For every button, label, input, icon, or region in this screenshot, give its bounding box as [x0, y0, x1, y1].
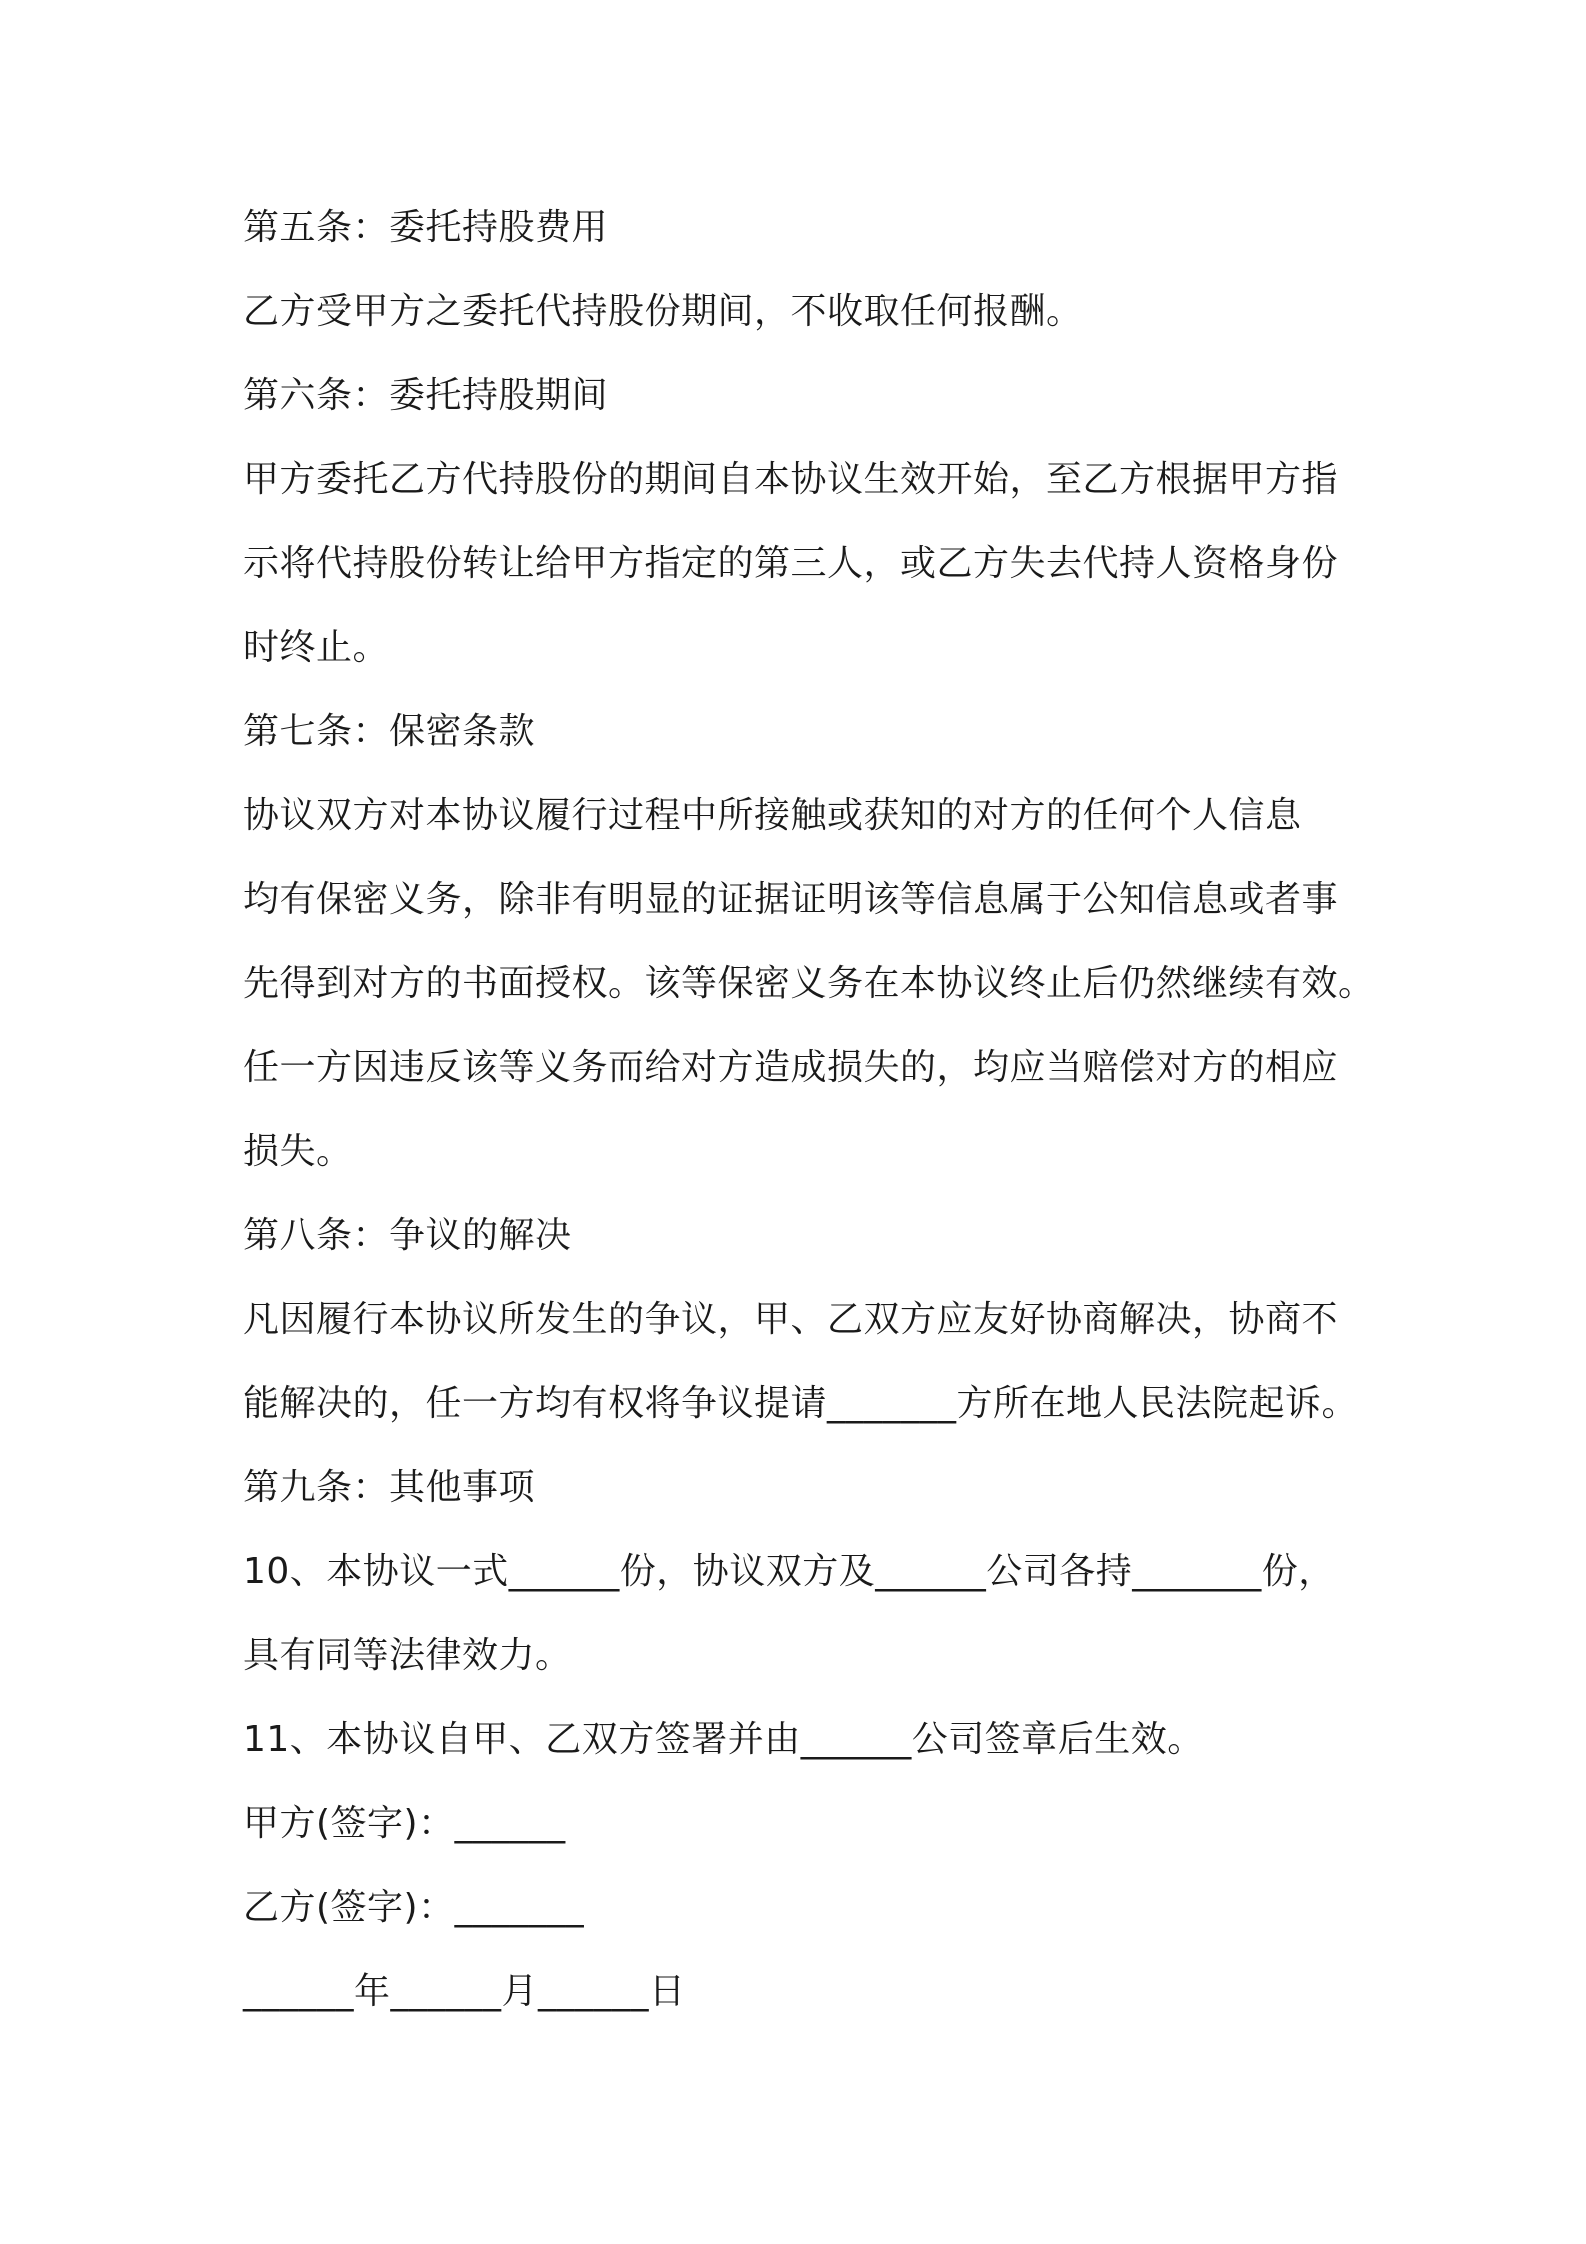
article-7-body-line-1: 协议双方对本协议履行过程中所接触或获知的对方的任何个人信息	[243, 795, 1302, 836]
article-9-heading: 第九条：其他事项	[243, 1467, 536, 1508]
article-7-body-line-5: 损失。	[243, 1131, 353, 1172]
article-7-body-line-4: 任一方因违反该等义务而给对方造成损失的，均应当赔偿对方的相应	[243, 1047, 1339, 1088]
clause-10-line-2: 具有同等法律效力。	[243, 1635, 572, 1676]
article-8-heading: 第八条：争议的解决	[243, 1215, 572, 1256]
signing-date: ______年______月______日	[243, 1971, 686, 2012]
article-8-body-line-1: 凡因履行本协议所发生的争议，甲、乙双方应友好协商解决，协商不	[243, 1299, 1339, 1340]
clause-10-line-1: 10、本协议一式______份，协议双方及______公司各持_______份，	[243, 1551, 1335, 1592]
article-7-body-line-3: 先得到对方的书面授权。该等保密义务在本协议终止后仍然继续有效。	[243, 963, 1375, 1004]
article-6-body-line-2: 示将代持股份转让给甲方指定的第三人，或乙方失去代持人资格身份	[243, 543, 1339, 584]
party-b-signature: 乙方(签字)：_______	[243, 1887, 585, 1928]
article-5-heading: 第五条：委托持股费用	[243, 207, 609, 248]
article-8-body-line-2: 能解决的，任一方均有权将争议提请_______方所在地人民法院起诉。	[243, 1383, 1359, 1424]
article-6-body-line-3: 时终止。	[243, 627, 390, 668]
article-7-heading: 第七条：保密条款	[243, 711, 536, 752]
article-6-body-line-1: 甲方委托乙方代持股份的期间自本协议生效开始，至乙方根据甲方指	[243, 459, 1339, 500]
article-5-body: 乙方受甲方之委托代持股份期间，不收取任何报酬。	[243, 291, 1083, 332]
article-6-heading: 第六条：委托持股期间	[243, 375, 609, 416]
clause-11: 11、本协议自甲、乙双方签署并由______公司签章后生效。	[243, 1719, 1204, 1760]
article-7-body-line-2: 均有保密义务，除非有明显的证据证明该等信息属于公知信息或者事	[243, 879, 1339, 920]
party-a-signature: 甲方(签字)：______	[243, 1803, 566, 1844]
